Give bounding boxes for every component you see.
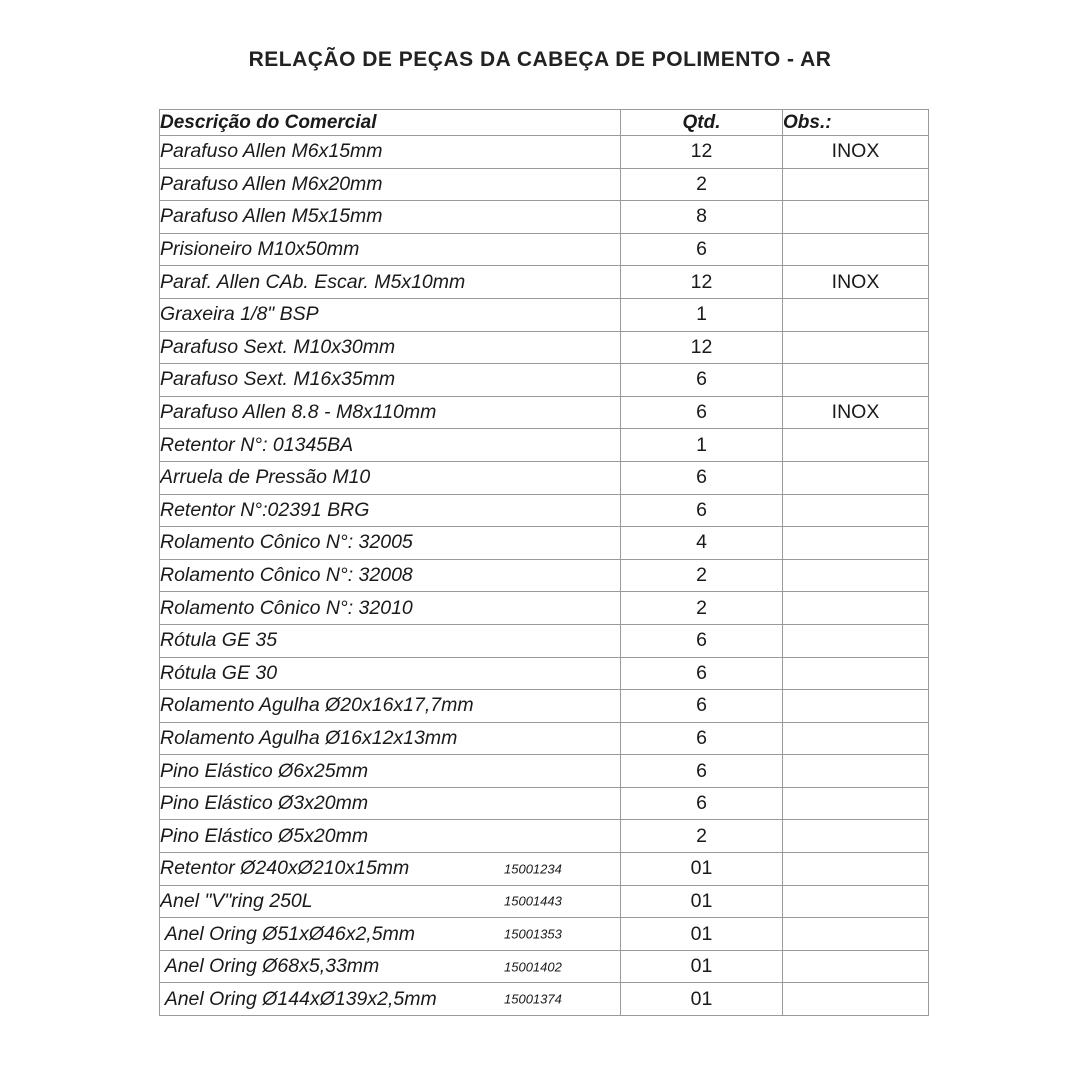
table-row (160, 201, 929, 234)
quantity-cell: 6 (621, 396, 783, 429)
description-cell (160, 494, 621, 527)
table-row (160, 559, 929, 592)
quantity-cell: 6 (621, 690, 783, 723)
quantity-cell: 6 (621, 722, 783, 755)
description-cell (160, 364, 621, 397)
description-cell (160, 820, 621, 853)
description-cell (160, 787, 621, 820)
description-cell (160, 298, 621, 331)
header-quantity: Qtd. (621, 110, 783, 136)
table-row (160, 787, 929, 820)
part-description: Graxeira 1/8" BSP (160, 303, 319, 326)
table-row (160, 527, 929, 560)
table-row (160, 266, 929, 299)
description-cell (160, 983, 621, 1016)
description-cell (160, 266, 621, 299)
part-code: 15001374 (504, 991, 562, 1007)
table-row (160, 136, 929, 169)
quantity-cell: 2 (621, 592, 783, 625)
header-notes: Obs.: (783, 110, 929, 136)
quantity-cell: 2 (621, 559, 783, 592)
part-description: Anel "V"ring 250L (160, 889, 313, 912)
table-row (160, 722, 929, 755)
table-row (160, 396, 929, 429)
description-cell (160, 429, 621, 462)
table-row (160, 461, 929, 494)
part-description: Arruela de Pressão M10 (160, 466, 371, 489)
quantity-cell: 12 (621, 331, 783, 364)
table-row (160, 918, 929, 951)
quantity-cell: 12 (621, 136, 783, 169)
table-row (160, 820, 929, 853)
description-cell (160, 624, 621, 657)
table-row (160, 885, 929, 918)
part-description: Parafuso Allen M6x15mm (160, 140, 383, 163)
quantity-cell: 01 (621, 950, 783, 983)
notes-cell (783, 722, 929, 755)
quantity-cell: 01 (621, 983, 783, 1016)
part-description: Pino Elástico Ø5x20mm (160, 824, 369, 847)
description-cell (160, 136, 621, 169)
quantity-cell: 01 (621, 885, 783, 918)
notes-cell (783, 331, 929, 364)
part-description: Pino Elástico Ø3x20mm (160, 792, 369, 815)
part-description: Parafuso Sext. M16x35mm (160, 368, 396, 391)
quantity-cell: 6 (621, 624, 783, 657)
description-cell (160, 168, 621, 201)
quantity-cell: 2 (621, 168, 783, 201)
part-description: Parafuso Allen 8.8 - M8x110mm (160, 401, 437, 424)
description-cell (160, 722, 621, 755)
notes-cell (783, 983, 929, 1016)
table-row (160, 624, 929, 657)
quantity-cell: 6 (621, 364, 783, 397)
description-cell (160, 233, 621, 266)
description-cell (160, 755, 621, 788)
table-row (160, 755, 929, 788)
notes-cell: INOX (783, 266, 929, 299)
description-cell (160, 396, 621, 429)
description-cell (160, 918, 621, 951)
notes-cell (783, 853, 929, 886)
notes-cell: INOX (783, 396, 929, 429)
description-cell (160, 592, 621, 625)
quantity-cell: 1 (621, 429, 783, 462)
quantity-cell: 2 (621, 820, 783, 853)
part-description: Prisioneiro M10x50mm (160, 238, 360, 261)
part-description: Parafuso Sext. M10x30mm (160, 335, 396, 358)
notes-cell (783, 201, 929, 234)
notes-cell (783, 233, 929, 266)
table-row (160, 853, 929, 886)
quantity-cell: 6 (621, 755, 783, 788)
description-cell (160, 690, 621, 723)
notes-cell (783, 885, 929, 918)
description-cell (160, 885, 621, 918)
notes-cell (783, 787, 929, 820)
table-row (160, 983, 929, 1016)
table-row (160, 298, 929, 331)
part-description: Rolamento Cônico N°: 32008 (160, 564, 413, 587)
part-description: Anel Oring Ø51xØ46x2,5mm (160, 922, 416, 945)
notes-cell (783, 755, 929, 788)
part-description: Retentor N°:02391 BRG (160, 498, 370, 521)
description-cell (160, 331, 621, 364)
part-description: Parafuso Allen M5x15mm (160, 205, 383, 228)
quantity-cell: 8 (621, 201, 783, 234)
notes-cell (783, 820, 929, 853)
notes-cell (783, 559, 929, 592)
part-description: Retentor Ø240xØ210x15mm (160, 857, 410, 880)
table-header-row (160, 110, 929, 136)
part-description: Parafuso Allen M6x20mm (160, 172, 383, 195)
part-code: 15001234 (504, 861, 562, 877)
description-cell (160, 657, 621, 690)
table-row (160, 331, 929, 364)
quantity-cell: 6 (621, 494, 783, 527)
quantity-cell: 01 (621, 853, 783, 886)
description-cell (160, 950, 621, 983)
description-cell (160, 853, 621, 886)
notes-cell (783, 494, 929, 527)
notes-cell (783, 461, 929, 494)
part-description: Pino Elástico Ø6x25mm (160, 759, 369, 782)
part-description: Anel Oring Ø144xØ139x2,5mm (160, 987, 437, 1010)
notes-cell (783, 657, 929, 690)
part-description: Anel Oring Ø68x5,33mm (160, 955, 380, 978)
description-cell (160, 461, 621, 494)
table-row (160, 592, 929, 625)
quantity-cell: 6 (621, 787, 783, 820)
table-row (160, 233, 929, 266)
table-row (160, 168, 929, 201)
part-description: Rolamento Agulha Ø20x16x17,7mm (160, 694, 474, 717)
description-cell (160, 201, 621, 234)
part-description: Rolamento Agulha Ø16x12x13mm (160, 726, 458, 749)
table-row (160, 494, 929, 527)
notes-cell (783, 364, 929, 397)
part-description: Rolamento Cônico N°: 32010 (160, 596, 413, 619)
quantity-cell: 01 (621, 918, 783, 951)
part-description: Paraf. Allen CAb. Escar. M5x10mm (160, 270, 466, 293)
quantity-cell: 1 (621, 298, 783, 331)
quantity-cell: 12 (621, 266, 783, 299)
notes-cell (783, 298, 929, 331)
notes-cell (783, 918, 929, 951)
table-row (160, 690, 929, 723)
notes-cell (783, 592, 929, 625)
header-description: Descrição do Comercial (160, 110, 621, 136)
quantity-cell: 6 (621, 461, 783, 494)
notes-cell (783, 168, 929, 201)
table-row (160, 364, 929, 397)
quantity-cell: 6 (621, 657, 783, 690)
table-body (160, 136, 929, 1016)
part-code: 15001402 (504, 959, 562, 975)
part-description: Rolamento Cônico N°: 32005 (160, 531, 413, 554)
table-row (160, 429, 929, 462)
quantity-cell: 6 (621, 233, 783, 266)
notes-cell (783, 690, 929, 723)
table-row (160, 657, 929, 690)
notes-cell: INOX (783, 136, 929, 169)
quantity-cell: 4 (621, 527, 783, 560)
part-description: Rótula GE 35 (160, 629, 278, 652)
description-cell (160, 527, 621, 560)
part-code: 15001353 (504, 926, 562, 942)
page-title: RELAÇÃO DE PEÇAS DA CABEÇA DE POLIMENTO - AR (248, 48, 832, 71)
notes-cell (783, 950, 929, 983)
part-description: Rótula GE 30 (160, 661, 278, 684)
table-row (160, 950, 929, 983)
notes-cell (783, 624, 929, 657)
part-description: Retentor N°: 01345BA (160, 433, 354, 456)
part-code: 15001443 (504, 893, 562, 909)
notes-cell (783, 429, 929, 462)
description-cell (160, 559, 621, 592)
parts-table (159, 109, 929, 1016)
notes-cell (783, 527, 929, 560)
